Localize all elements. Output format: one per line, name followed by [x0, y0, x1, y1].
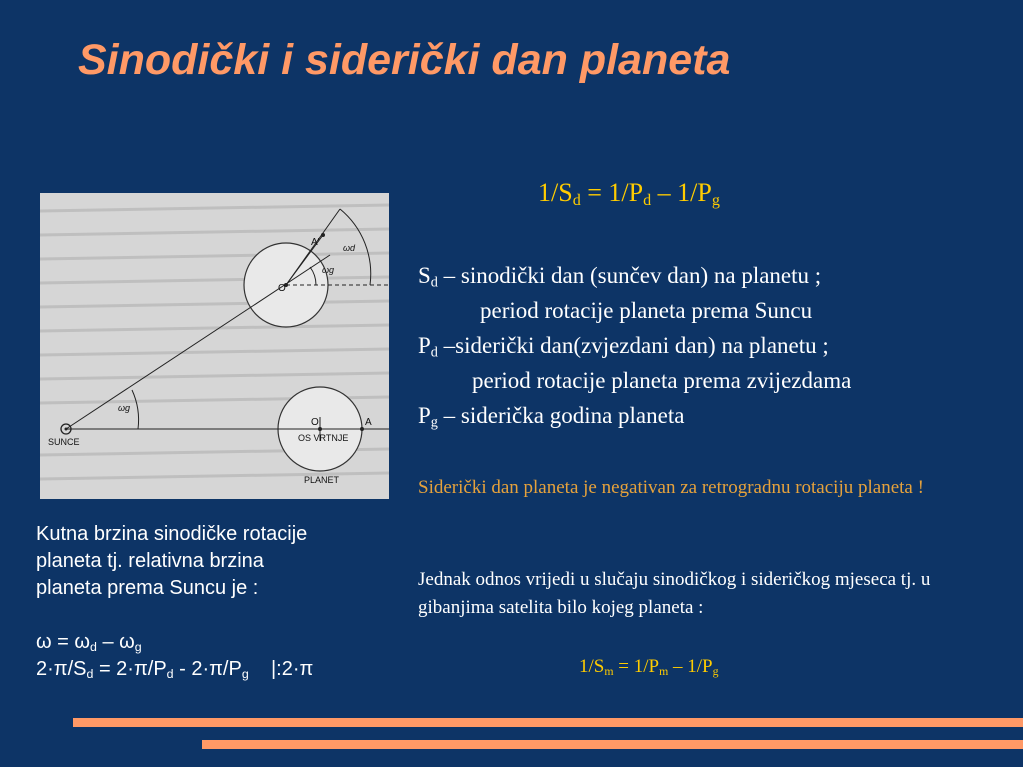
- decorative-bar-top: [73, 718, 1023, 727]
- point-a-prime: A': [311, 237, 320, 248]
- main-equation: $1/S_d = 1/P_d - 1/P_g$: [538, 178, 720, 210]
- omega-equation: $\omega = \omega_d - \omega_g$: [36, 631, 142, 655]
- omega-g-label-bottom: ωg: [118, 403, 131, 413]
- slide-title: Sinodički i siderički dan planeta: [78, 36, 731, 84]
- rotation-axis-label: OS VRTNJE: [298, 433, 349, 443]
- definition-pd-cont: period rotacije planeta prema zvijezdama: [472, 368, 852, 393]
- satellite-note: Jednak odnos vrijedi u slučaju sinodičkog i sideričkog mjeseca tj. u gibanjima satelita bilo kojeg planeta :: [418, 569, 931, 618]
- center-o-top: O: [278, 283, 286, 294]
- omega-g-label-top: ωg: [322, 265, 335, 275]
- definition-pd: $P_d$ –siderički dan(zvjezdani dan) na planetu ;: [418, 333, 829, 361]
- definitions-list: [418, 258, 1018, 433]
- definition-pg: $P_g$ – siderička godina planeta: [418, 403, 685, 431]
- left-line-1: Kutna brzina sinodičke rotacije: [36, 523, 308, 545]
- orbit-diagram-svg: [40, 193, 389, 499]
- definition-sd-cont: period rotacije planeta prema Suncu: [480, 298, 813, 323]
- angular-velocity-text: [36, 521, 396, 683]
- sun-label: SUNCE: [48, 437, 80, 447]
- period-equation: $2\cdot\pi/S_d = 2\cdot\pi/P_d - 2\cdot\pi/P_g$ |:2·π: [36, 658, 314, 682]
- month-equation: $1/S_m = 1/P_m - 1/P_g$: [579, 656, 719, 678]
- point-a: A: [365, 417, 372, 428]
- decorative-bar-bottom: [202, 740, 1023, 749]
- definition-sd: $S_d$ – sinodički dan (sunčev dan) na planetu ;: [418, 263, 822, 291]
- planet-label: PLANET: [304, 475, 340, 485]
- omega-d-label: ωd: [343, 243, 356, 253]
- left-line-3: planeta prema Suncu je :: [36, 577, 259, 599]
- orbit-diagram: [40, 193, 389, 499]
- left-line-2: planeta tj. relativna brzina: [36, 550, 264, 572]
- center-o-bottom: O: [311, 417, 319, 428]
- retrograde-note: Siderički dan planeta je negativan za retrogradnu rotaciju planeta !: [418, 477, 924, 498]
